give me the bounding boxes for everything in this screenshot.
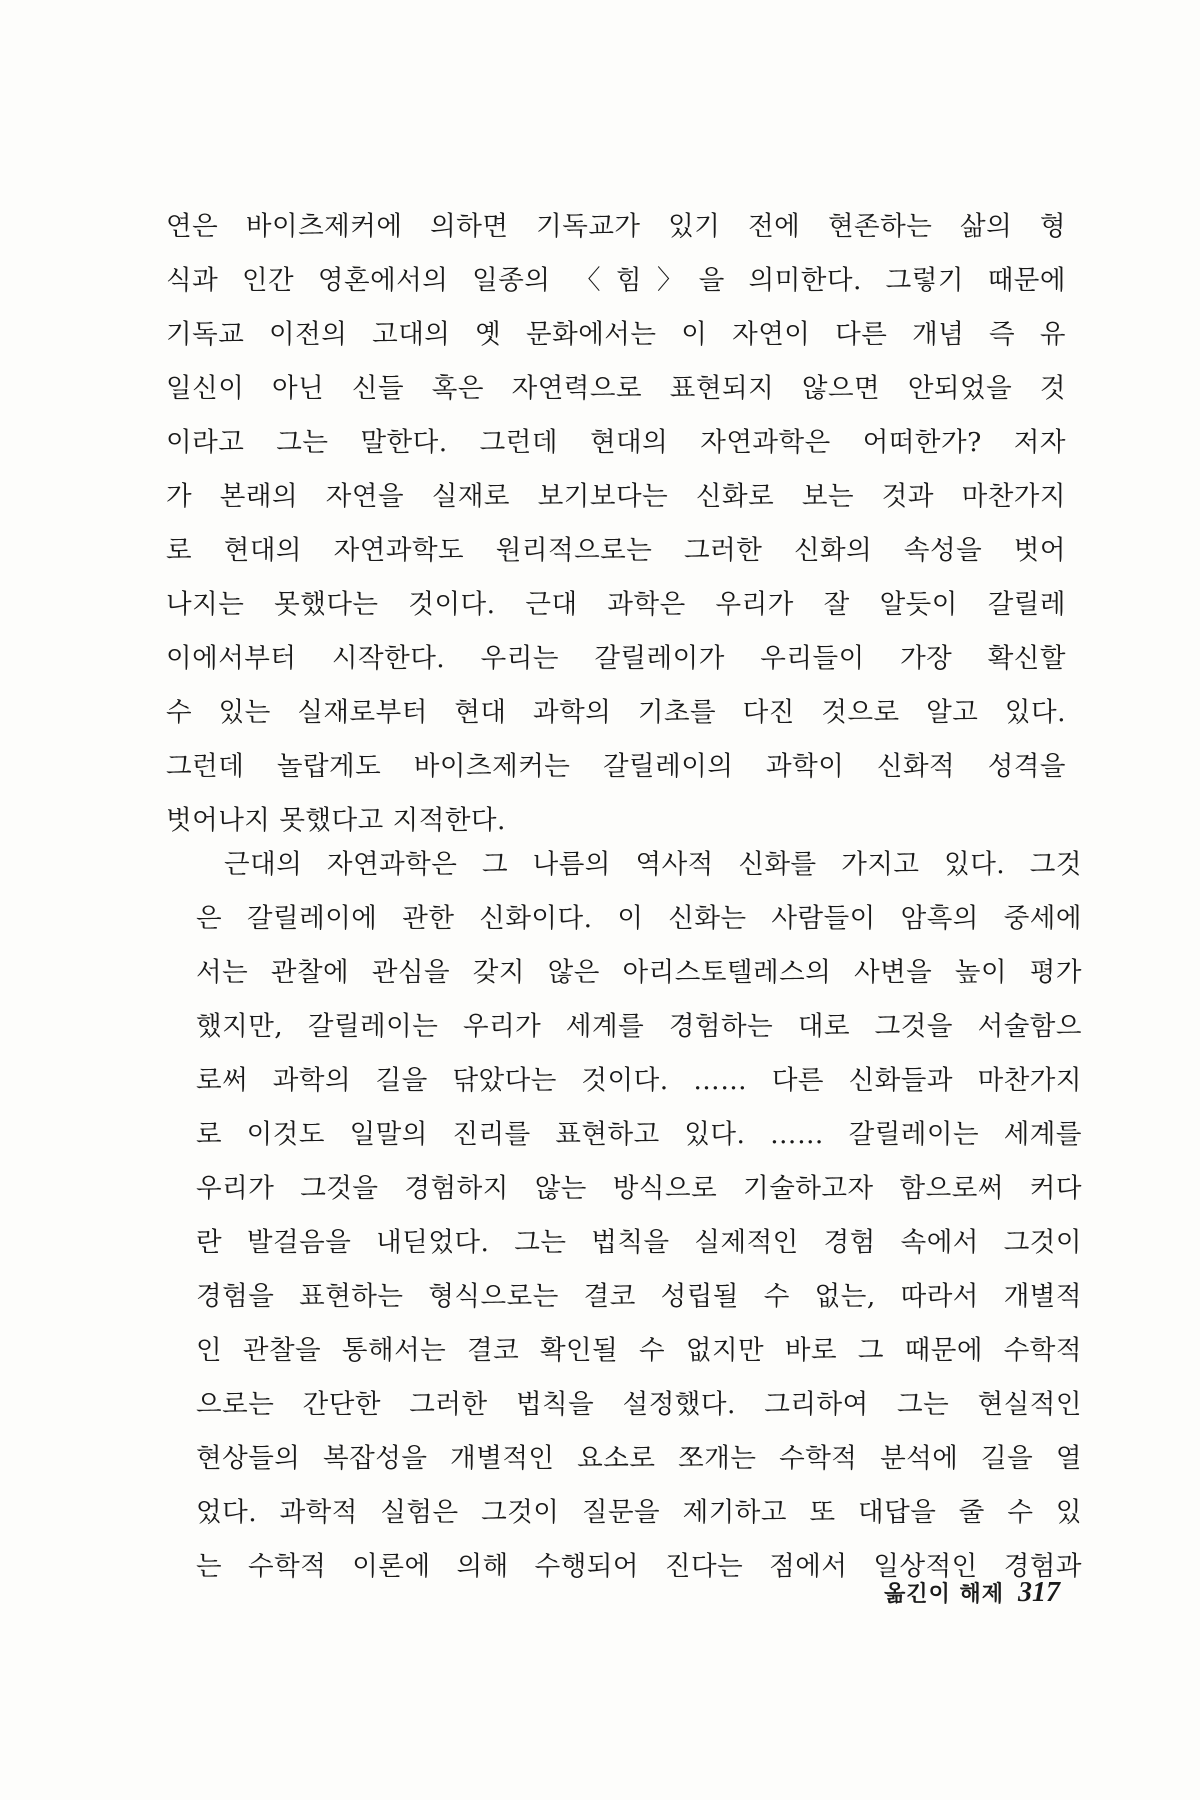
text-line: 벗어나지 못했다고 지적한다. (166, 805, 506, 836)
text-line: 은 갈릴레이에 관한 신화이다. 이 신화는 사람들이 암흑의 중세에 (196, 903, 1082, 934)
text-line: 는 수학적 이론에 의해 수행되어 진다는 점에서 일상적인 경험과 (196, 1551, 1082, 1582)
page-number: 317 (1018, 1577, 1060, 1608)
text-line: 로써 과학의 길을 닦았다는 것이다. …… 다른 신화들과 마찬가지 (196, 1065, 1082, 1096)
text-line: 이에서부터 시작한다. 우리는 갈릴레이가 우리들이 가장 확신할 (166, 643, 1066, 674)
text-line: 일신이 아닌 신들 혹은 자연력으로 표현되지 않으면 안되었을 것 (166, 373, 1066, 404)
text-line: 우리가 그것을 경험하지 않는 방식으로 기술하고자 함으로써 커다 (196, 1173, 1082, 1204)
text-line: 인 관찰을 통해서는 결코 확인될 수 없지만 바로 그 때문에 수학적 (196, 1335, 1082, 1366)
text-line: 이라고 그는 말한다. 그런데 현대의 자연과학은 어떠한가? 저자 (166, 427, 1066, 458)
text-line: 으로는 간단한 그러한 법칙을 설정했다. 그리하여 그는 현실적인 (196, 1389, 1082, 1420)
text-line: 경험을 표현하는 형식으로는 결코 성립될 수 없는, 따라서 개별적 (196, 1281, 1082, 1312)
page-footer (884, 1577, 1060, 1609)
text-line: 로 이것도 일말의 진리를 표현하고 있다. …… 갈릴레이는 세계를 (196, 1119, 1082, 1150)
text-line: 란 발걸음을 내딛었다. 그는 법칙을 실제적인 경험 속에서 그것이 (196, 1227, 1082, 1258)
text-line: 식과 인간 영혼에서의 일종의 〈힘〉을 의미한다. 그렇기 때문에 (166, 265, 1066, 296)
paragraph-2-block-quote (196, 838, 1082, 1594)
running-head: 옮긴이 해제 (884, 1582, 1004, 1607)
text-line: 근대의 자연과학은 그 나름의 역사적 신화를 가지고 있다. 그것 (224, 849, 1082, 880)
text-line: 나지는 못했다는 것이다. 근대 과학은 우리가 잘 알듯이 갈릴레 (166, 589, 1066, 620)
text-line: 로 현대의 자연과학도 원리적으로는 그러한 신화의 속성을 벗어 (166, 535, 1066, 566)
text-line: 었다. 과학적 실험은 그것이 질문을 제기하고 또 대답을 줄 수 있 (196, 1497, 1082, 1528)
text-line: 서는 관찰에 관심을 갖지 않은 아리스토텔레스의 사변을 높이 평가 (196, 957, 1082, 988)
text-line: 했지만, 갈릴레이는 우리가 세계를 경험하는 대로 그것을 서술함으 (196, 1011, 1082, 1042)
text-line: 기독교 이전의 고대의 옛 문화에서는 이 자연이 다른 개념 즉 유 (166, 319, 1066, 350)
text-line: 연은 바이츠제커에 의하면 기독교가 있기 전에 현존하는 삶의 형 (166, 211, 1066, 242)
text-line: 가 본래의 자연을 실재로 보기보다는 신화로 보는 것과 마찬가지 (166, 481, 1066, 512)
text-line: 수 있는 실재로부터 현대 과학의 기초를 다진 것으로 알고 있다. (166, 697, 1066, 728)
text-line: 현상들의 복잡성을 개별적인 요소로 쪼개는 수학적 분석에 길을 열 (196, 1443, 1082, 1474)
text-line: 그런데 놀랍게도 바이츠제커는 갈릴레이의 과학이 신화적 성격을 (166, 751, 1066, 782)
paragraph-1 (166, 200, 1066, 848)
